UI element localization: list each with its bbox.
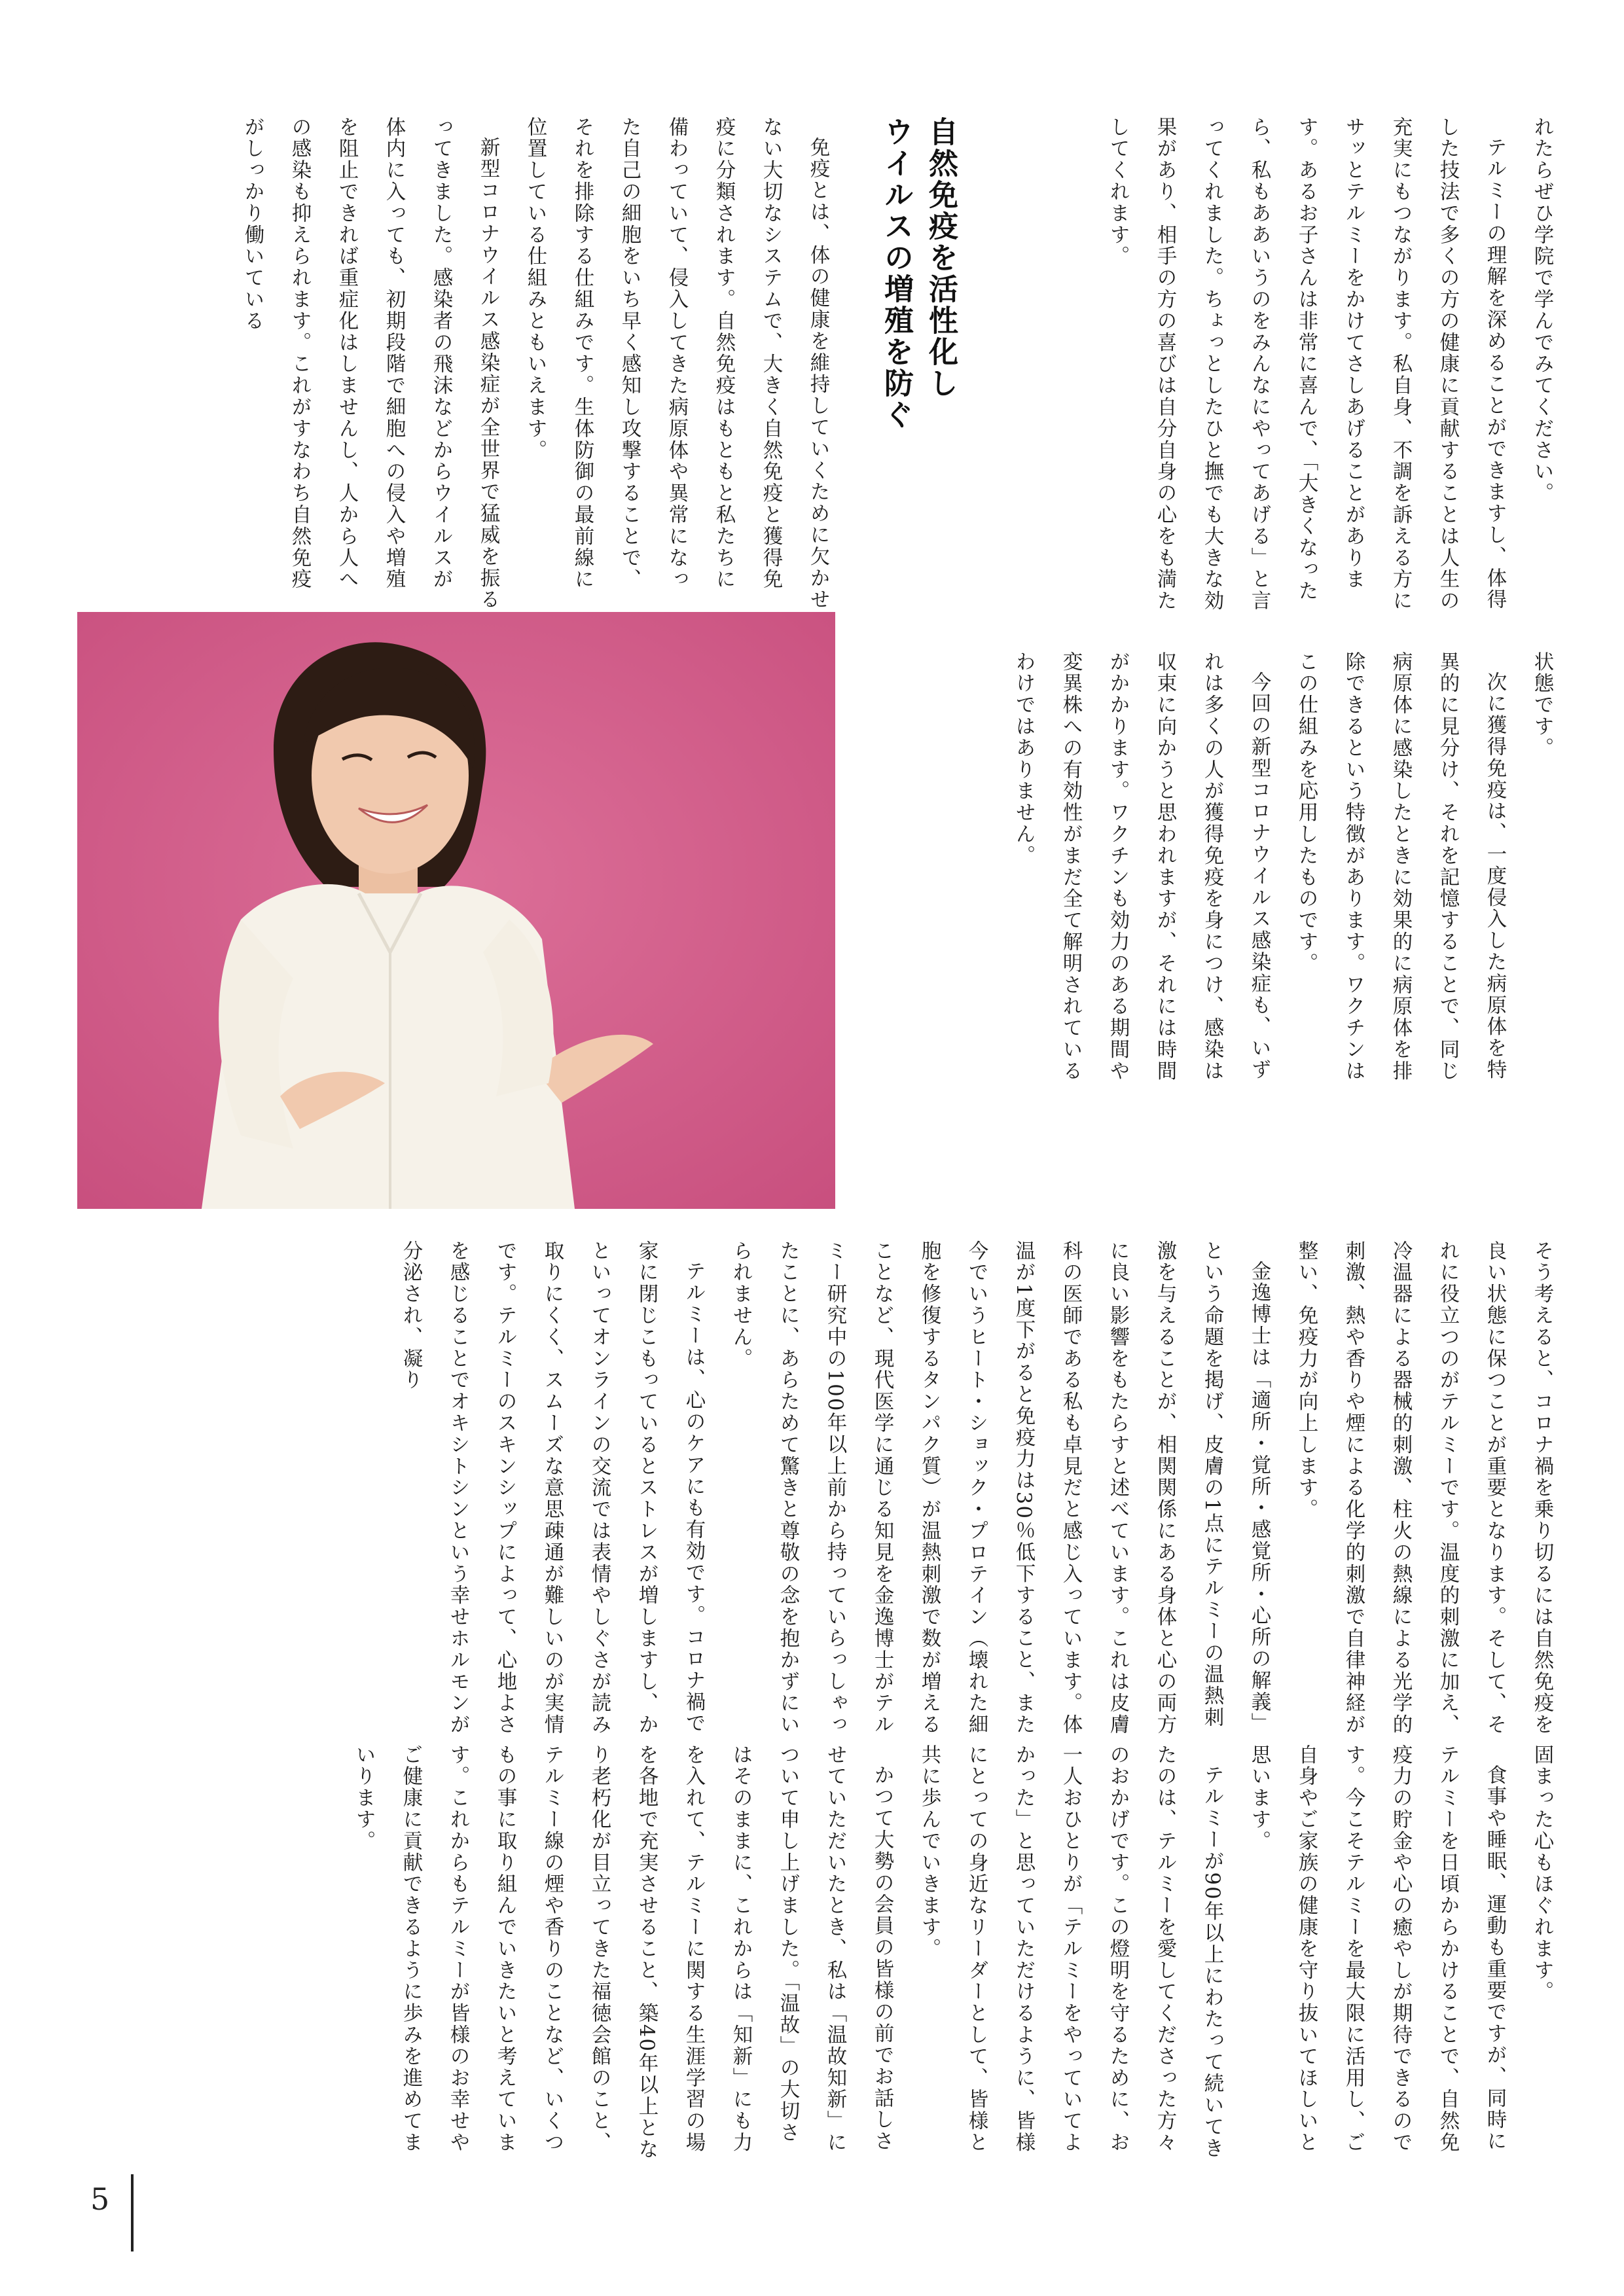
article-text-middle [845,651,1565,1096]
article-text-top-right [1094,117,1565,614]
paragraph: れたらぜひ学院で学んでみてください。 [1530,117,1553,505]
paragraph: テルミーは、心のケアにも有効です。コロナ禍で家に閉じこもっているとストレスが増しますし、かといってオンラインの交流では表情やしぐさが読み取りにくく、スムーズな意思疎通が難しいのが実情です。テルミーのスキンシップによって、心地よさを感じることでオキシトシンという幸せホルモンが分泌され、凝り [399,1240,705,1736]
paragraph: かつて大勢の会員の皆様の前でお話しさせていただいたとき、私は「温故知新」について申し上げました。「温故」の大切さはそのままに、これからは「知新」にも力を入れて、テルミーに関する生涯学習の場を各地で充実させること、築40年以上となり老朽化が目立ってきた福徳会館のこと、テルミー線の煙や香りのことなど、いくつもの事に取り組んでいきたいと考えています。これからもテルミーが皆様のお幸せやご健康に貢献できるように歩みを進めてまいります。 [352,1744,893,2161]
paragraph: テルミーの理解を深めることができますし、体得した技法で多くの方の健康に貢献することは人生の充実にもつながります。私自身、不調を訴える方にサッとテルミーをかけてさしあげることがあります。あるお子さんは非常に喜んで、「大きくなったら、私もああいうのをみんなにやってあげる」と言ってくれました。ちょっとしたひと撫でも大きな効果があり、相手の方の喜びは自分自身の心をも満たしてくれます。 [1106,117,1506,612]
paragraph: テルミーが90年以上にわたって続いてきたのは、テルミーを愛してくださった方々のおかげです。この燈明を守るために、お一人おひとりが「テルミーをやっていてよかった」と思っていただけるように、皆様にとっての身近なリーダーとして、皆様と共に歩んでいきます。 [918,1744,1223,2159]
paragraph: 固まった心もほぐれます。 [1530,1744,1553,2003]
article-text-bottom-left [340,1744,1565,2163]
paragraph: 今回の新型コロナウイルス感染症も、いずれは多くの人が獲得免疫を身につけ、感染は収束に向かうと思われますが、それには時間がかかります。ワクチンも効力のある期間や変異株への有効性がまだ全て解明されているわけではありません。 [1012,651,1271,1082]
paragraph: 免疫とは、体の健康を維持していくために欠かせない大切なシステムで、大きく自然免疫と獲得免疫に分類されます。自然免疫はもともと私たちに備わっていて、侵入してきた病原体や異常になった自己の細胞をいち早く感知し攻撃することで、それを排除する仕組みです。生体防御の最前線に位置している仕組みともいえます。 [524,117,829,611]
article-text-top-left [79,117,841,611]
page-number-rule [131,2174,134,2251]
section-heading [874,117,963,483]
paragraph: 金逸博士は「適所・覚所・感覚所・心所の解義」という命題を掲げ、皮膚の1点にテルミーの温熱刺激を与えることが、相関関係にある身体と心の両方に良い影響をもたらすと述べています。これは皮膚科の医師である私も卓見だと感じ入っています。体温が1度下がると免疫力は30％低下すること、また今でいうヒート・ショック・プロテイン（壊れた細胞を修復するタンパク質）が温熱刺激で数が増えることなど、現代医学に通じる知見を金逸博士がテルミー研究中の100年以上前から持っていらっしゃったことに、あらためて驚きと尊敬の念を抱かずにいられません。 [729,1240,1271,1736]
article-text-bottom-right [387,1240,1565,1738]
paragraph: 状態です。 [1530,651,1553,759]
section-heading-line-1: 自然免疫を活性化し [924,117,958,399]
paragraph: そう考えると、コロナ禍を乗り切るには自然免疫を良い状態に保つことが重要となります。そして、それに役立つのがテルミーです。温度的刺激に加え、冷温器による器械的刺激、柱火の熱線による光学的刺激、熱や香りや煙による化学的刺激で自律神経が整い、免疫力が向上します。 [1295,1240,1553,1736]
page-number: 5 [90,2181,110,2217]
portrait-photo [77,612,835,1209]
section-heading-line-2: ウイルスの増殖を防ぐ [879,117,914,431]
paragraph: 食事や睡眠、運動も重要ですが、同時にテルミーを日頃からかけることで、自然免疫力の貯金や心の癒やしが期待できるのです。今こそテルミーを最大限に活用し、ご自身やご家族の健康を守り抜いてほしいと思います。 [1248,1744,1506,2154]
portrait-illustration [77,612,835,1209]
paragraph: 次に獲得免疫は、一度侵入した病原体を特異的に見分け、それを記憶することで、同じ病原体に感染したときに効果的に病原体を排除できるという特徴があります。ワクチンはこの仕組みを応用したものです。 [1295,651,1506,1082]
paragraph: 新型コロナウイルス感染症が全世界で猛威を振るってきました。感染者の飛沫などからウイルスが体内に入っても、初期段階で細胞への侵入や増殖を阻止できれば重症化はしませんし、人から人への感染も抑えられます。これがすなわち自然免疫がしっかり働いている [241,117,499,611]
